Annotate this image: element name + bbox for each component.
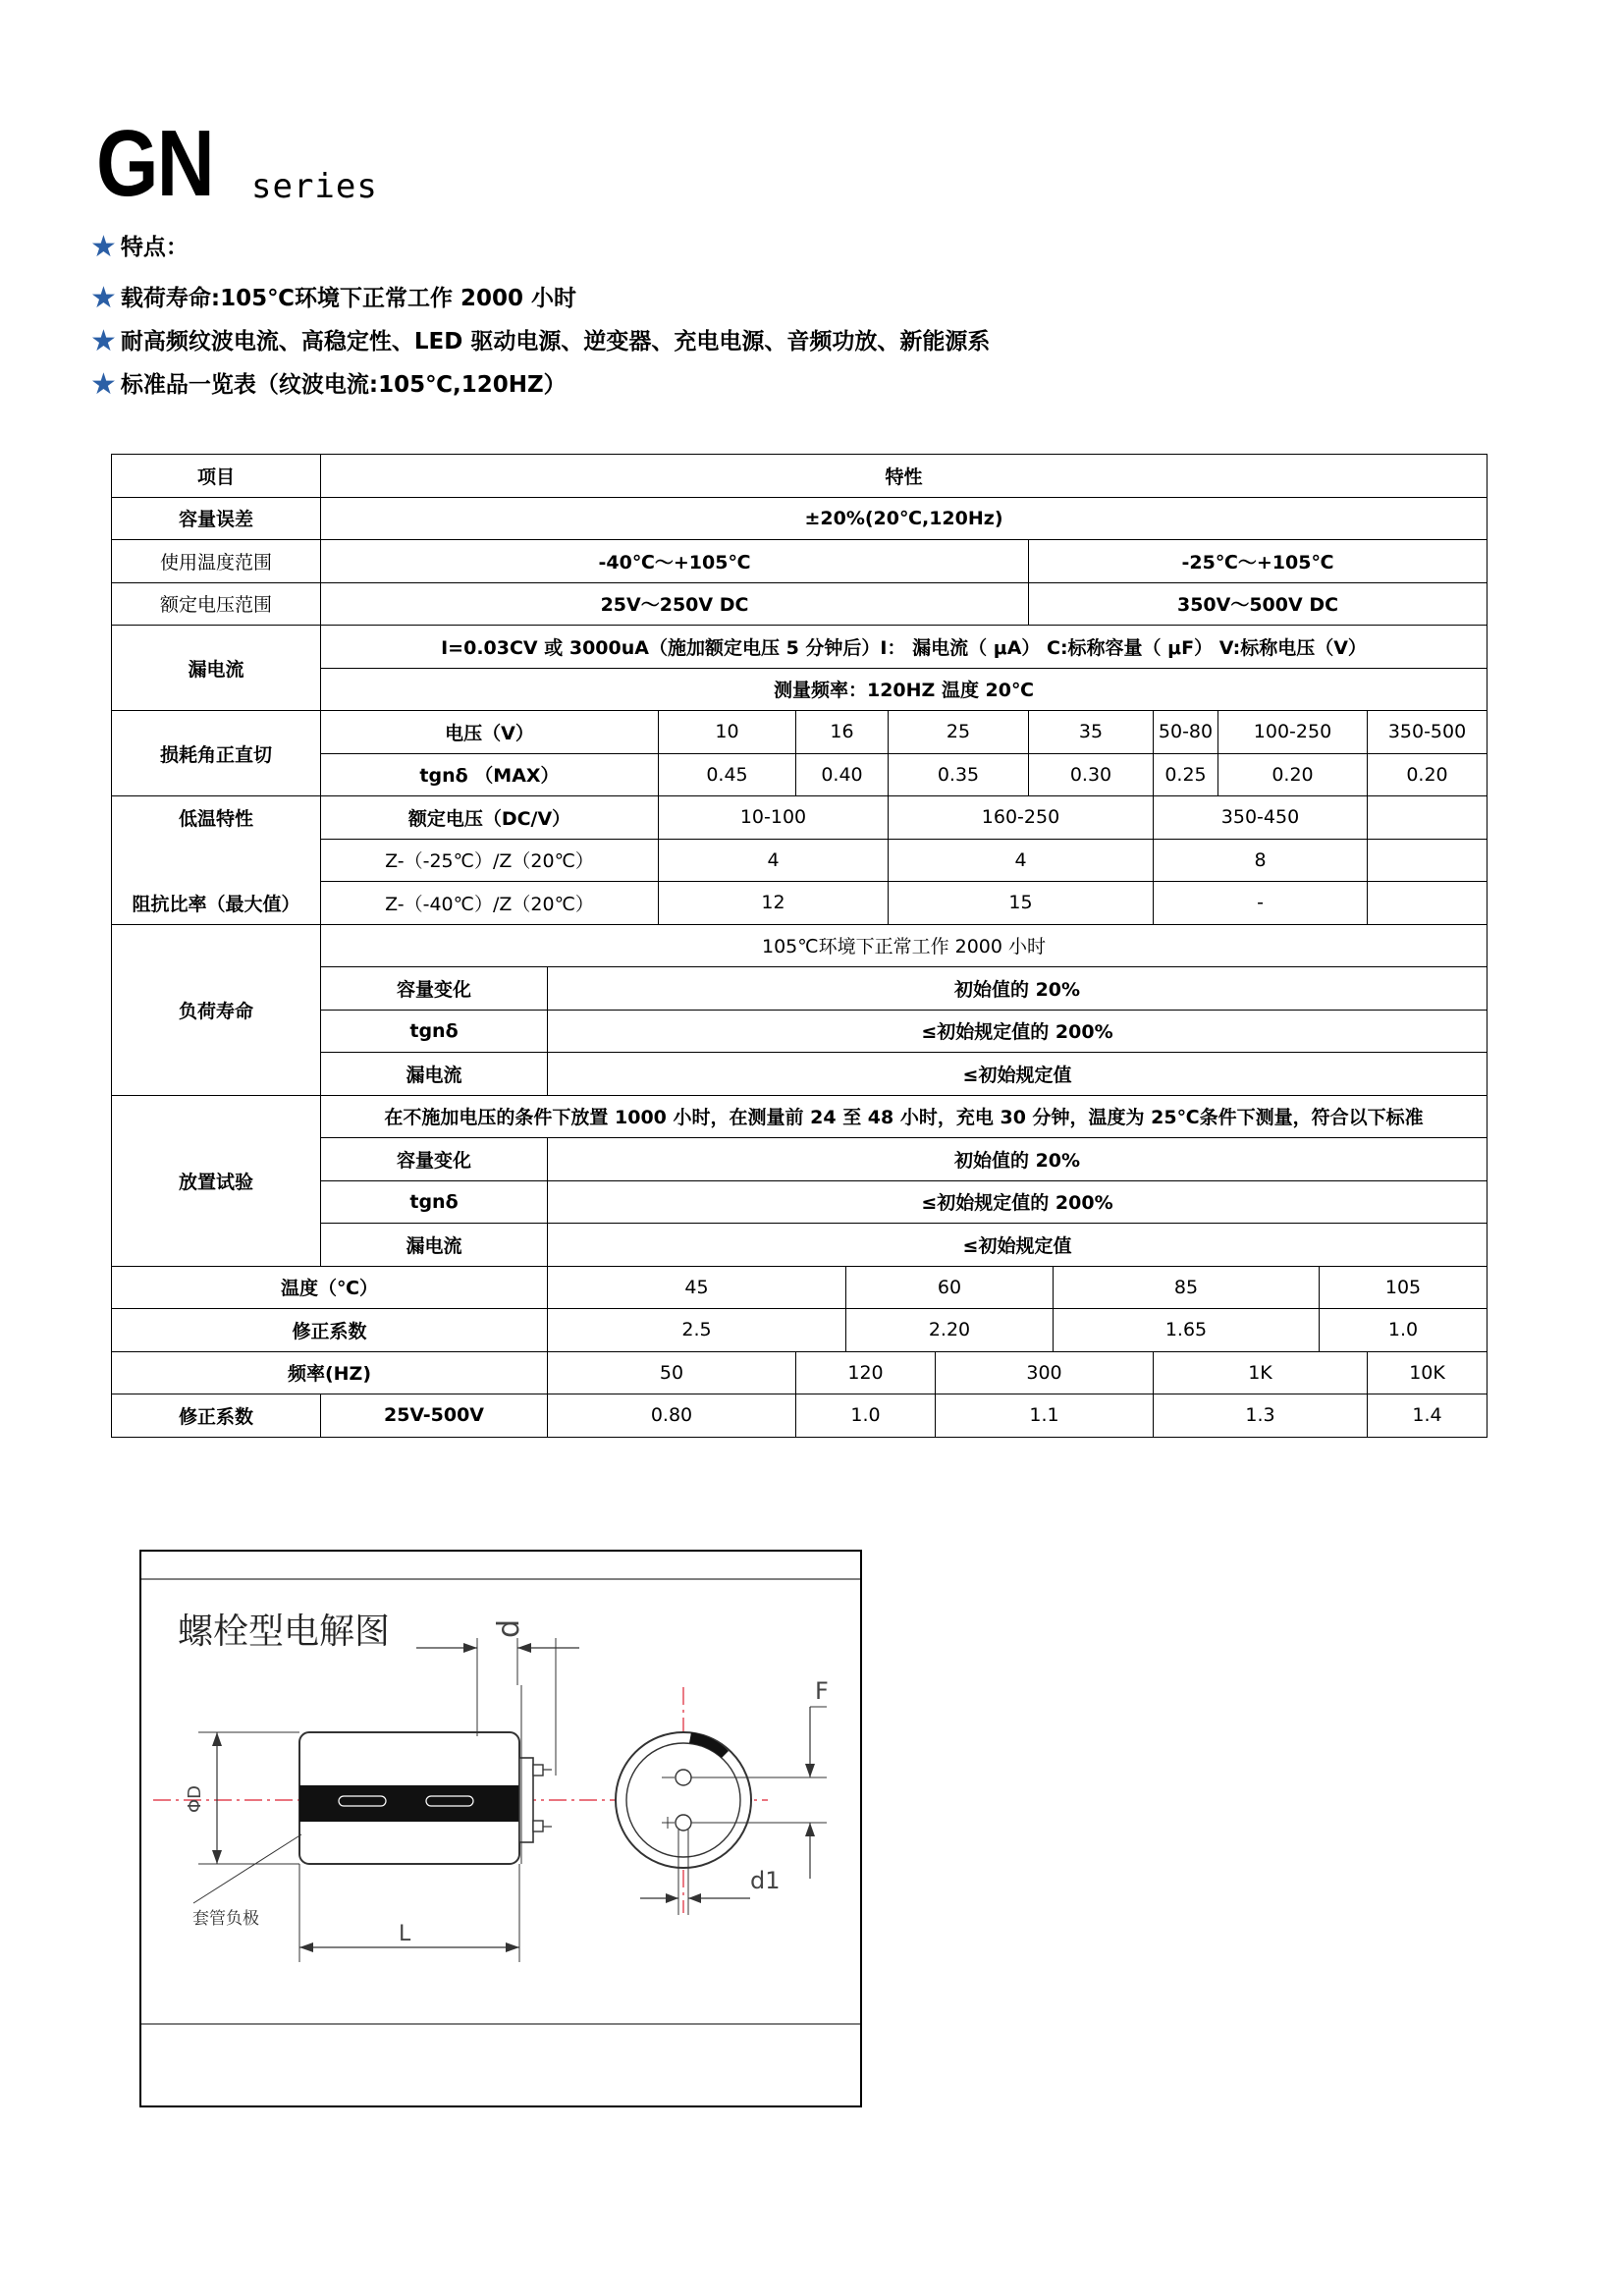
table-row	[112, 497, 1488, 540]
feature-heading: ★ 特点：	[90, 230, 189, 264]
header-characteristic: 特性	[321, 455, 1488, 498]
dissipation-voltage: 350-500	[1368, 711, 1488, 754]
label-d1: d1	[750, 1867, 781, 1894]
dissipation-voltage-label: 电压（V）	[321, 711, 659, 754]
shelf-test-condition: 在不施加电压的条件下放置 1000 小时，在测量前 24 至 48 小时，充电 30 分钟，温度为 25℃条件下测量，符合以下标准	[321, 1095, 1488, 1138]
dissipation-value: 0.25	[1154, 753, 1218, 796]
load-cap-label: 容量变化	[321, 967, 548, 1011]
low-temp-range: 160-250	[889, 796, 1154, 840]
dissipation-voltage: 35	[1029, 711, 1154, 754]
temp-factor-value: 2.5	[548, 1309, 846, 1352]
label-D: ΦD	[185, 1784, 205, 1813]
table-row	[112, 711, 1488, 754]
impedance-value: 4	[889, 839, 1154, 882]
shelf-tan-label: tgnδ	[321, 1180, 548, 1224]
table-row	[112, 1309, 1488, 1352]
temp-factor-value: 1.65	[1054, 1309, 1320, 1352]
temp-factor-value: 2.20	[846, 1309, 1054, 1352]
shelf-cap-label: 容量变化	[321, 1138, 548, 1181]
temp-correction-temp: 60	[846, 1266, 1054, 1309]
load-tan-label: tgnδ	[321, 1010, 548, 1053]
table-row	[112, 924, 1488, 967]
dissipation-label: 损耗角正直切	[112, 711, 321, 796]
dissipation-value: 0.40	[796, 753, 889, 796]
model-name: GN	[96, 111, 213, 216]
table-row	[112, 882, 1488, 925]
dissipation-tan-label: tgnδ （MAX）	[321, 753, 659, 796]
voltage-range-low: 25V～250V DC	[321, 582, 1029, 626]
temp-correction-temp: 85	[1054, 1266, 1320, 1309]
table-row	[112, 839, 1488, 882]
freq-value: 120	[796, 1351, 936, 1394]
star-icon: ★	[90, 230, 117, 264]
table-row	[112, 626, 1488, 669]
outer-circle	[616, 1732, 751, 1868]
freq-factor-value: 1.0	[796, 1394, 936, 1438]
freq-factor-range: 25V-500V	[321, 1394, 548, 1438]
shelf-cap-value: 初始值的 20%	[548, 1138, 1488, 1181]
terminal	[533, 1765, 543, 1776]
dissipation-value: 0.30	[1029, 753, 1154, 796]
sleeve-band	[299, 1785, 519, 1822]
voltage-range-label: 额定电压范围	[112, 582, 321, 626]
temp-factor-value: 1.0	[1320, 1309, 1488, 1352]
table-row	[112, 796, 1488, 840]
spec-table	[111, 454, 1488, 1438]
freq-factor-value: 1.3	[1154, 1394, 1368, 1438]
empty-cell	[1368, 796, 1488, 840]
table-row	[112, 1351, 1488, 1394]
leakage-label: 漏电流	[112, 626, 321, 711]
shelf-test-label: 放置试验	[112, 1095, 321, 1266]
dissipation-value: 0.20	[1218, 753, 1368, 796]
cap-tolerance-label: 容量误差	[112, 497, 321, 540]
shelf-tan-value: ≤初始规定值的 200%	[548, 1180, 1488, 1224]
impedance-value: 8	[1154, 839, 1368, 882]
temp-range-label: 使用温度范围	[112, 540, 321, 583]
dissipation-value: 0.45	[659, 753, 796, 796]
load-cap-value: 初始值的 20%	[548, 967, 1488, 1011]
empty-cell	[1368, 882, 1488, 925]
label-d: d	[492, 1618, 526, 1638]
temp-factor-label: 修正系数	[112, 1309, 548, 1352]
table-row	[112, 582, 1488, 626]
capacitor-drawing	[139, 1550, 862, 2107]
label-L: L	[399, 1922, 411, 1946]
shelf-leak-value: ≤初始规定值	[548, 1224, 1488, 1267]
temp-correction-label: 温度（℃）	[112, 1266, 548, 1309]
terminal-hole	[676, 1815, 691, 1831]
label-F: F	[815, 1677, 829, 1705]
freq-factor-value: 1.4	[1368, 1394, 1488, 1438]
freq-label: 频率(HZ)	[112, 1351, 548, 1394]
temp-correction-temp: 105	[1320, 1266, 1488, 1309]
table-row	[112, 1394, 1488, 1438]
freq-factor-value: 0.80	[548, 1394, 796, 1438]
dissipation-value: 0.20	[1368, 753, 1488, 796]
load-leak-label: 漏电流	[321, 1053, 548, 1096]
impedance-value: 15	[889, 882, 1154, 925]
voltage-range-high: 350V～500V DC	[1029, 582, 1488, 626]
freq-value: 10K	[1368, 1351, 1488, 1394]
freq-value: 300	[936, 1351, 1154, 1394]
freq-value: 50	[548, 1351, 796, 1394]
terminal-hole	[676, 1770, 691, 1785]
rated-voltage-label: 额定电压（DC/V）	[321, 796, 659, 840]
dissipation-voltage: 50-80	[1154, 711, 1218, 754]
dissipation-voltage: 100-250	[1218, 711, 1368, 754]
low-temp-label: 低温特性	[112, 796, 321, 840]
empty-cell	[1368, 839, 1488, 882]
dissipation-voltage: 16	[796, 711, 889, 754]
star-icon: ★	[90, 367, 117, 402]
star-icon: ★	[90, 281, 117, 315]
star-icon: ★	[90, 324, 117, 358]
series-label: series	[251, 167, 378, 206]
dissipation-value: 0.35	[889, 753, 1029, 796]
shelf-leak-label: 漏电流	[321, 1224, 548, 1267]
leakage-formula: I=0.03CV 或 3000uA（施加额定电压 5 分钟后）I： 漏电流（ μA） C:标称容量（ μF） V:标称电压（V）	[321, 626, 1488, 669]
impedance-value: 4	[659, 839, 889, 882]
table-row	[112, 455, 1488, 498]
table-row	[112, 540, 1488, 583]
load-leak-value: ≤初始规定值	[548, 1053, 1488, 1096]
load-life-label: 负荷寿命	[112, 924, 321, 1095]
drawing-title: 螺栓型电解图	[178, 1612, 391, 1652]
temp-range-high: -25℃～+105℃	[1029, 540, 1488, 583]
impedance-row2-label: Z-（-40℃）/Z（20℃）	[321, 882, 659, 925]
freq-factor-value: 1.1	[936, 1394, 1154, 1438]
leakage-condition: 测量频率：120HZ 温度 20℃	[321, 668, 1488, 711]
feature-item: ★ 标准品一览表（纹波电流:105℃,120HZ）	[90, 367, 567, 402]
impedance-value: 12	[659, 882, 889, 925]
cap-tolerance-value: ±20%(20℃,120Hz)	[321, 497, 1488, 540]
freq-value: 1K	[1154, 1351, 1368, 1394]
freq-factor-label: 修正系数	[112, 1394, 321, 1438]
feature-item: ★ 载荷寿命:105℃环境下正常工作 2000 小时	[90, 281, 576, 315]
dissipation-voltage: 25	[889, 711, 1029, 754]
dissipation-voltage: 10	[659, 711, 796, 754]
load-tan-value: ≤初始规定值的 200%	[548, 1010, 1488, 1053]
terminal	[533, 1821, 543, 1831]
table-row	[112, 1266, 1488, 1309]
label-sleeve: 套管负极	[192, 1909, 259, 1929]
feature-item: ★ 耐高频纹波电流、高稳定性、LED 驱动电源、逆变器、充电电源、音频功放、新能源系	[90, 324, 991, 358]
low-temp-range: 350-450	[1154, 796, 1368, 840]
load-life-condition: 105℃环境下正常工作 2000 小时	[321, 924, 1488, 967]
impedance-row1-label: Z-（-25℃）/Z（20℃）	[321, 839, 659, 882]
temp-correction-temp: 45	[548, 1266, 846, 1309]
impedance-value: -	[1154, 882, 1368, 925]
temp-range-low: -40℃～+105℃	[321, 540, 1029, 583]
table-row	[112, 1095, 1488, 1138]
header-item: 项目	[112, 455, 321, 498]
impedance-ratio-label: 阻抗比率（最大值）	[112, 882, 321, 925]
low-temp-range: 10-100	[659, 796, 889, 840]
empty-cell	[112, 839, 321, 882]
